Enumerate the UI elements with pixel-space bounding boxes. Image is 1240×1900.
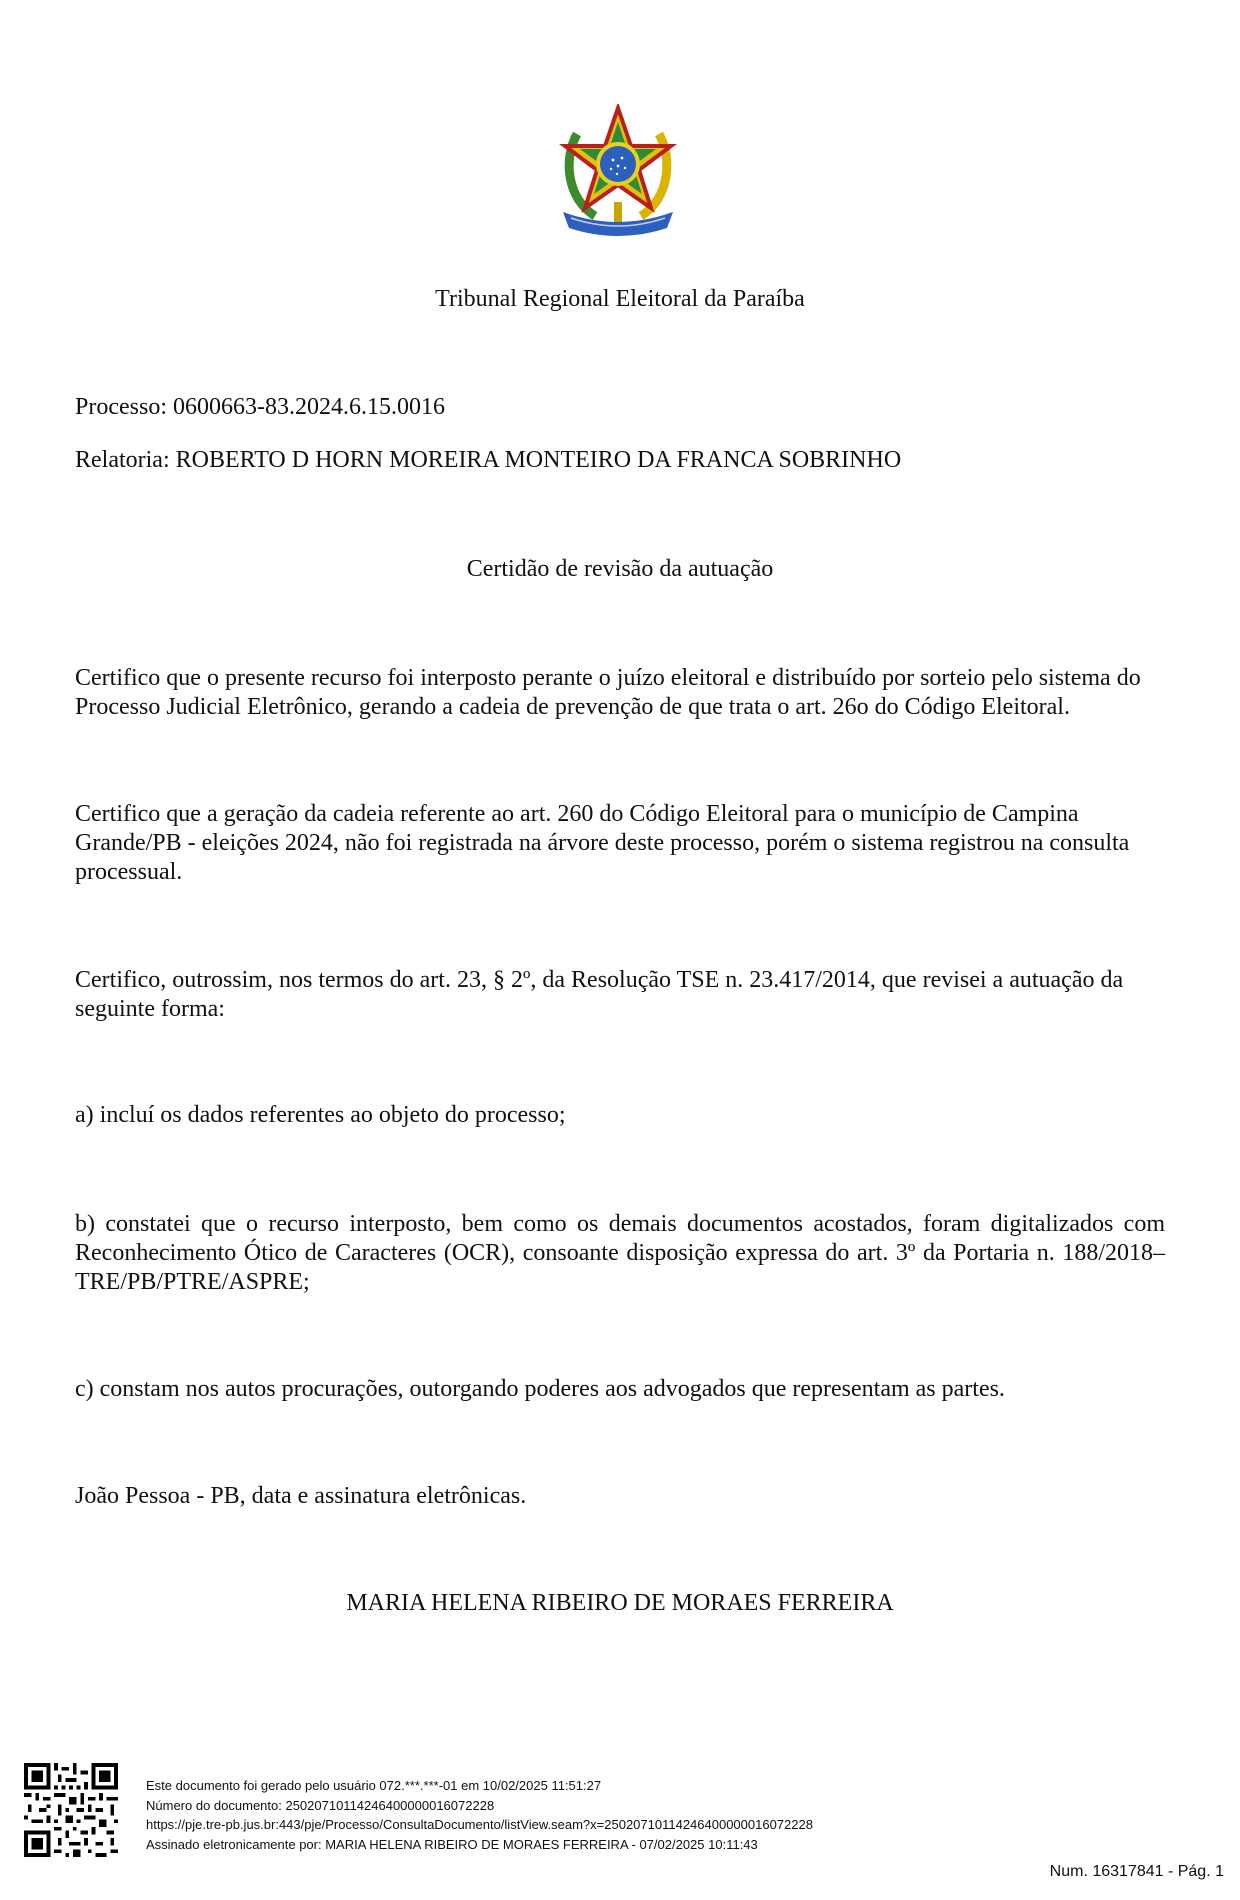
list-item-a: a) incluí os dados referentes ao objeto do processo; — [75, 1102, 566, 1128]
footer-document-url[interactable]: https://pje.tre-pb.jus.br:443/pje/Processo/ConsultaDocumento/listView.seam?x=25020710114246400000016072228 — [146, 1817, 813, 1832]
paragraph-chain-registration: Certifico que a geração da cadeia referente ao art. 260 do Código Eleitoral para o município de Campina Grande/PB - eleições 2024, não foi registrada na árvore deste processo, porém o sistema registrou na consulta processual. — [75, 801, 1130, 885]
list-item-b: b) constatei que o recurso interposto, bem como os demais documentos acostados, foram digitalizados com Reconhecimento Ótico de Caracteres (OCR), consoante disposição expressa do art. 3º da Portaria n. 188/2018–TRE/PB/PTRE/ASPRE; — [75, 1211, 1165, 1295]
footer-signed-by: Assinado eletronicamente por: MARIA HELENA RIBEIRO DE MORAES FERREIRA - 07/02/2025 10:11:43 — [146, 1836, 758, 1852]
document-title: Certidão de revisão da autuação — [466, 556, 774, 582]
place-date-line: João Pessoa - PB, data e assinatura eletrônicas. — [75, 1483, 527, 1509]
list-item-c: c) constam nos autos procurações, outorgando poderes aos advogados que representam as partes. — [75, 1376, 1005, 1402]
electronic-signature-footer — [146, 1776, 813, 1854]
brazil-coat-of-arms-icon — [555, 104, 681, 240]
paragraph-prevention-chain: Certifico que o presente recurso foi interposto perante o juízo eleitoral e distribuído por sorteio pelo sistema do Processo Judicial Eletrônico, gerando a cadeia de prevenção de que trata o art. 26o do Código Eleitoral. — [75, 665, 1141, 720]
case-number: Processo: 0600663-83.2024.6.15.0016 — [75, 394, 445, 420]
signer-name: MARIA HELENA RIBEIRO DE MORAES FERREIRA — [346, 1590, 894, 1616]
page-number: Num. 16317841 - Pág. 1 — [1049, 1863, 1224, 1880]
case-rapporteur: Relatoria: ROBERTO D HORN MOREIRA MONTEIRO DA FRANCA SOBRINHO — [75, 447, 902, 473]
paragraph-revision-statement: Certifico, outrossim, nos termos do art. 23, § 2º, da Resolução TSE n. 23.417/2014, que revisei a autuação da seguinte forma: — [75, 967, 1124, 1022]
qr-code-icon — [24, 1763, 118, 1857]
court-name: Tribunal Regional Eleitoral da Paraíba — [435, 286, 805, 312]
footer-generated-by: Este documento foi gerado pelo usuário 072.***.***-01 em 10/02/2025 11:51:27 — [146, 1778, 602, 1793]
footer-document-number: Número do documento: 25020710114246400000016072228 — [146, 1797, 495, 1813]
